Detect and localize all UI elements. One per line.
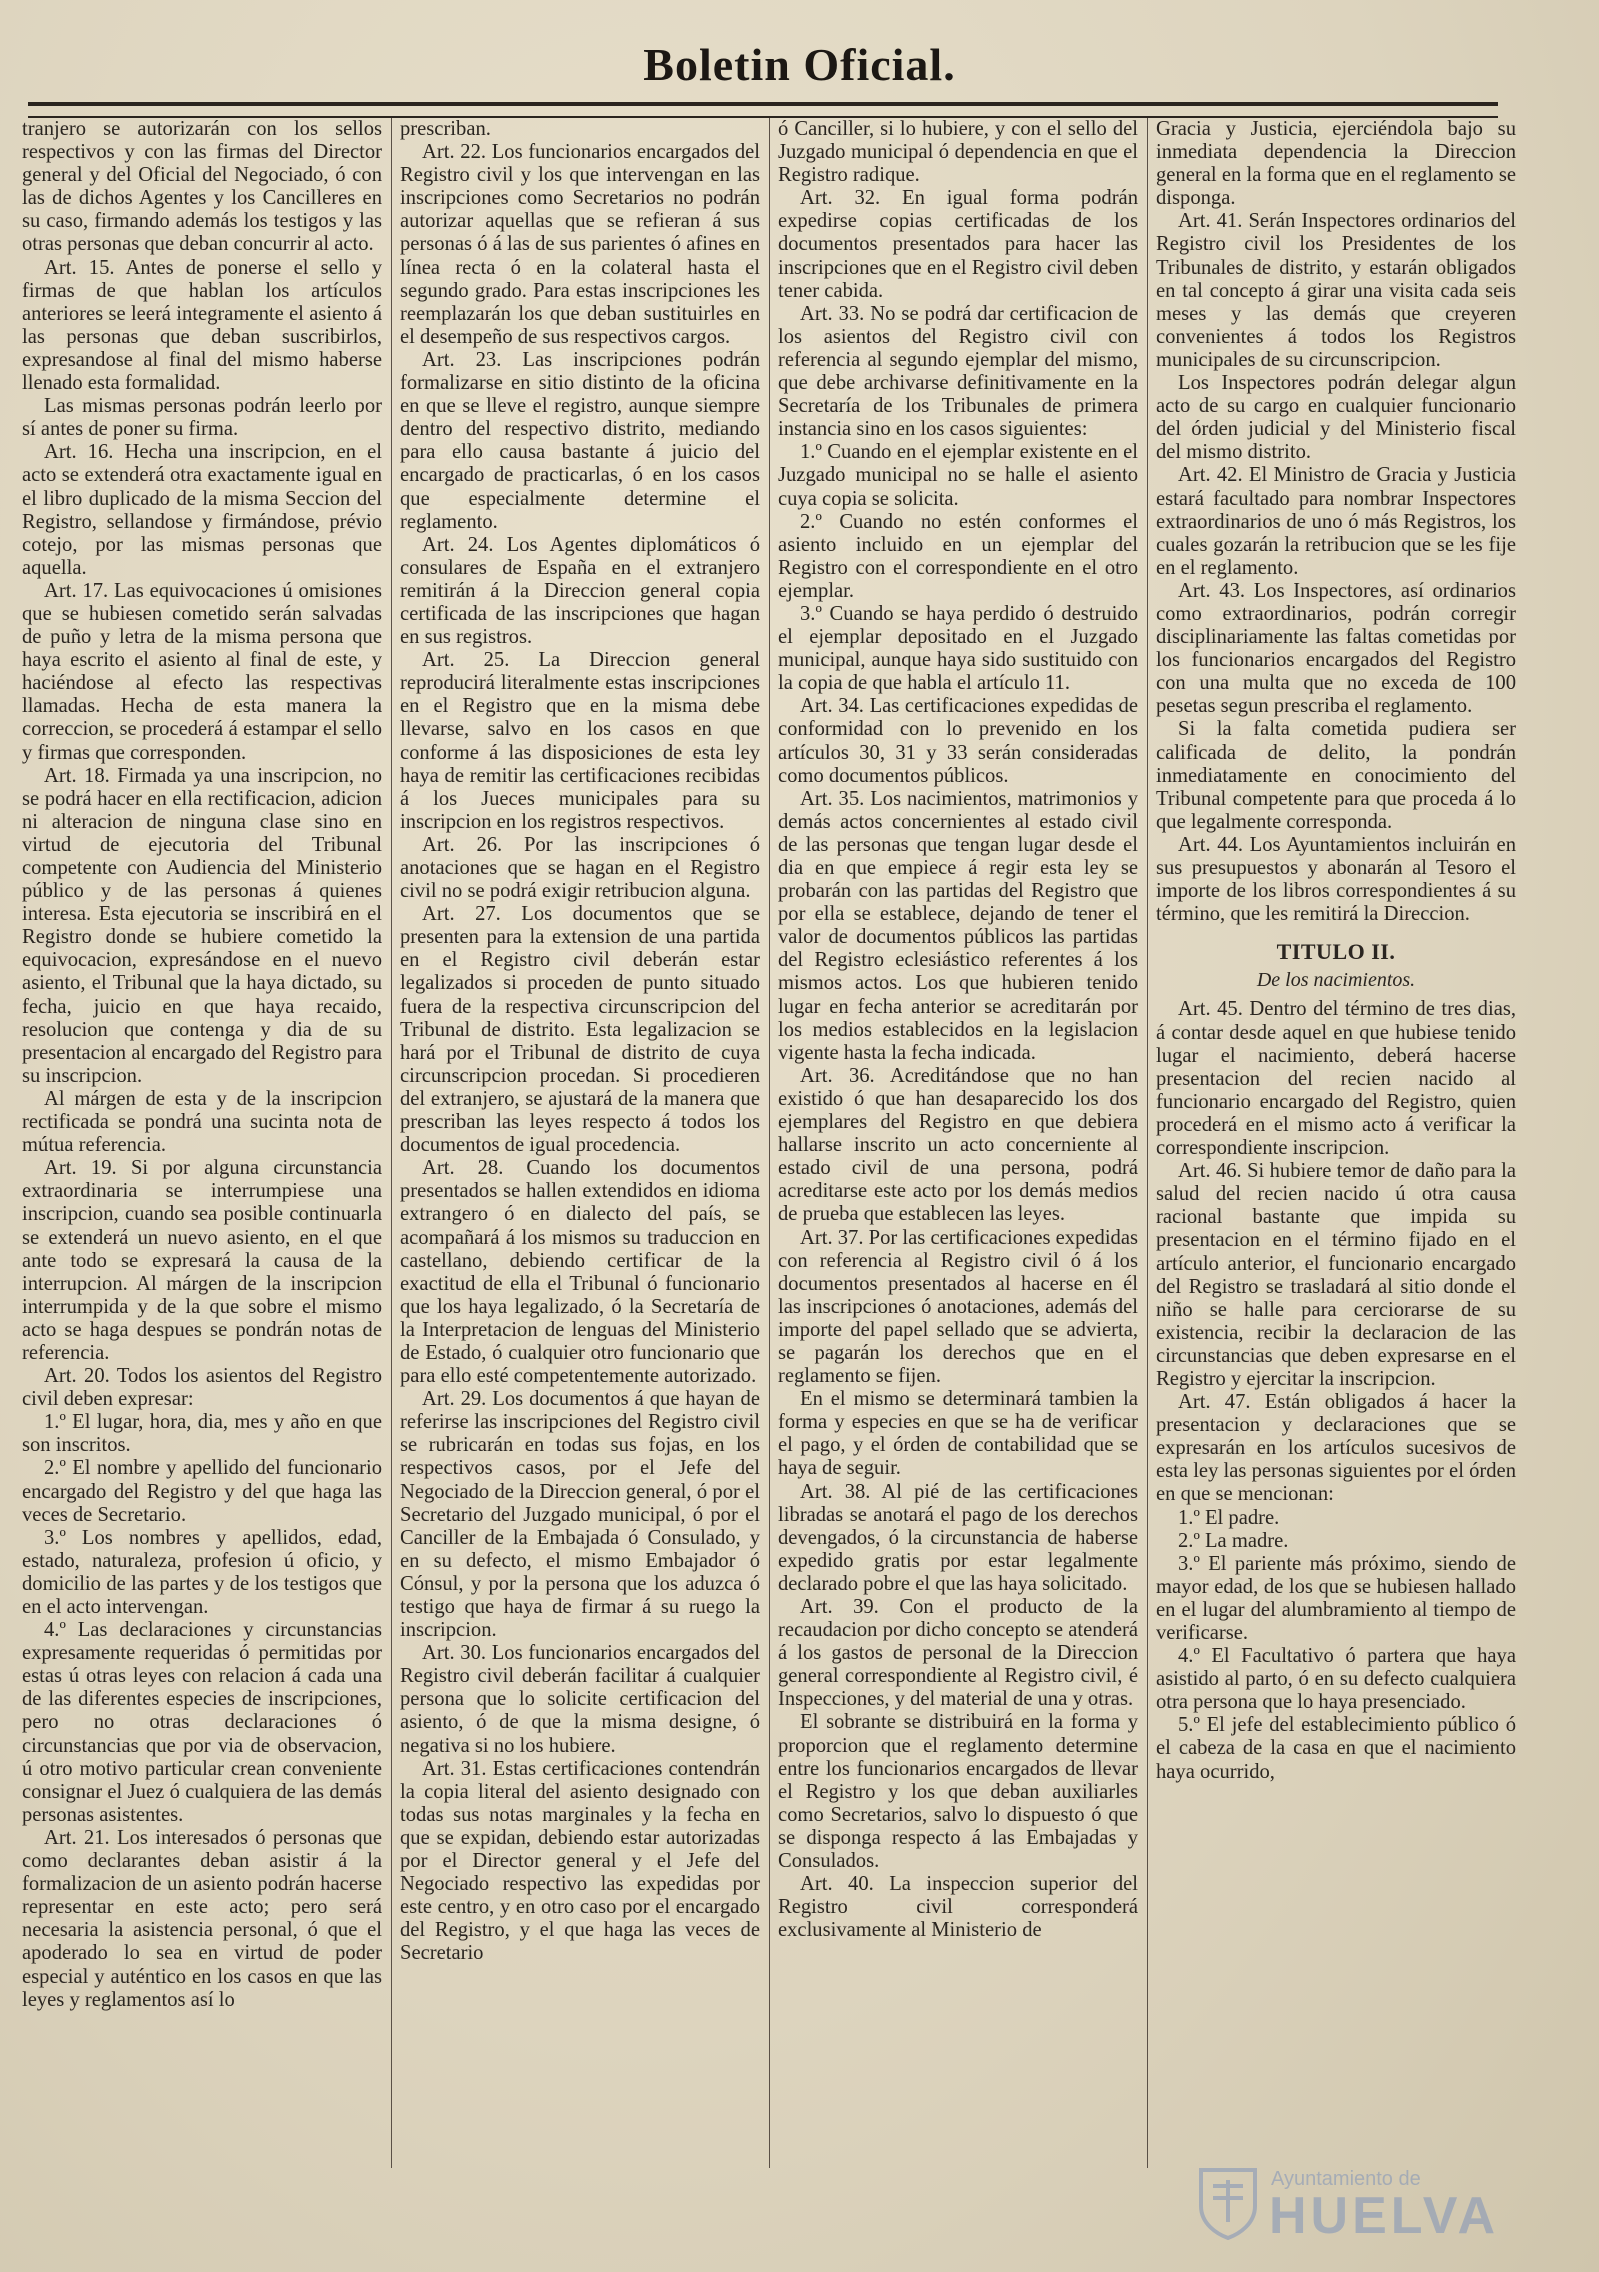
article-paragraph: En el mismo se determinará tambien la forma y especies en que se ha de verificar el pago, y el órden de contabilidad que se haya de seguir. — [778, 1388, 1138, 1480]
article-paragraph: Las mismas personas podrán leerlo por sí antes de poner su firma. — [22, 395, 382, 441]
article-paragraph: Art. 44. Los Ayuntamientos incluirán en sus presupuestos y abonarán al Tesoro el importe de los libros correspondientes á su término, que les remitirá la Direccion. — [1156, 833, 1516, 926]
article-paragraph: 5.º El jefe del establecimiento público ó el cabeza de la casa en que el nacimiento haya ocurrido, — [1156, 1714, 1516, 1783]
masthead-rule — [28, 102, 1498, 118]
article-paragraph: Art. 31. Estas certificaciones contendrán la copia literal del asiento designado con todas sus notas marginales y la fecha en que se expidan, debiendo estar autorizadas por el Director general y el Jefe del Negociado respectivo las expedidas por este centro, y en otro caso por el encargado del Registro, y el que haga las veces de Secretario — [400, 1757, 760, 1965]
article-paragraph: 4.º El Facultativo ó partera que haya asistido al parto, ó en su defecto cualquiera otra persona que lo haya presenciado. — [1156, 1645, 1516, 1714]
column-2 — [400, 118, 760, 2168]
article-paragraph: Art. 33. No se podrá dar certificacion de los asientos del Registro civil con referencia al segundo ejemplar del mismo, que debe archivarse definitivamente en la Secretaría de los Tribunales de primera instancia sino en los casos siguientes: — [778, 302, 1138, 441]
article-paragraph: Art. 36. Acreditándose que no han existido ó que han desaparecido los dos ejemplares del Registro en que debiera hallarse inscrito un acto concerniente al estado civil de una persona, podrá acreditarse este acto por los demás medios de prueba que establecen las leyes. — [778, 1064, 1138, 1226]
article-paragraph: 1.º Cuando en el ejemplar existente en el Juzgado municipal no se halle el asiento cuya copia se solicita. — [778, 441, 1138, 510]
article-paragraph: Art. 40. La inspeccion superior del Registro civil corresponderá exclusivamente al Ministerio de — [778, 1873, 1138, 1942]
column-divider — [769, 118, 770, 2168]
article-paragraph: 3.º Cuando se haya perdido ó destruido el ejemplar depositado en el Juzgado municipal, aunque haya sido sustituido con la copia de que habla el artículo 11. — [778, 602, 1138, 695]
article-paragraph: prescriban. — [400, 118, 491, 140]
article-paragraph: 2.º La madre. — [1178, 1529, 1289, 1552]
article-paragraph: Art. 25. La Direccion general reproducirá literalmente estas inscripciones en el Registro que en la misma debe llevarse, salvo en los casos en que conforme á las disposiciones de esta ley haya de remitir las certificaciones recibidas á los Jueces municipales para su inscripcion en los registros respectivos. — [400, 649, 760, 833]
article-paragraph: El sobrante se distribuirá en la forma y proporcion que el reglamento determine entre los funcionarios encargados de llevar el Registro y los que deban auxiliarles como Secretarios, salvo lo dispuesto ó que se disponga respecto á las Embajadas y Consulados. — [778, 1711, 1138, 1873]
article-paragraph: Art. 34. Las certificaciones expedidas de conformidad con lo prevenido en los artículos 30, 31 y 33 serán consideradas como documentos públicos. — [778, 695, 1138, 787]
article-paragraph: 1.º El lugar, hora, dia, mes y año en que son inscritos. — [22, 1411, 382, 1457]
section-title: TITULO II. — [1276, 939, 1396, 965]
article-paragraph: Art. 46. Si hubiere temor de daño para la salud del recien nacido ú otra causa racional bastante que impida su presentacion en el término fijado en el artículo anterior, el funcionario encargado del Registro se trasladará al sitio donde el niño se halle para cerciorarse de su existencia, recibir la declaracion de las circunstancias que deben expresarse en el Registro y ejercitar la inscripcion. — [1156, 1160, 1516, 1390]
text-columns — [22, 118, 1516, 2168]
article-paragraph: Al márgen de esta y de la inscripcion rectificada se pondrá una sucinta nota de mútua referencia. — [22, 1087, 382, 1157]
column-divider — [1147, 118, 1148, 2168]
article-paragraph: Art. 18. Firmada ya una inscripcion, no se podrá hacer en ella rectificacion, adicion ni alteracion de ninguna clase sino en virtud de ejecutoria del Tribunal competente con Audiencia del Ministerio público y de las personas á quienes interesa. Esta ejecutoria se inscribirá en el Registro donde se hubiere cometido la equivocacion, expresándose en el nuevo asiento, el Tribunal que la haya dictado, su fecha, juicio en que haya recaido, resolucion que contenga y dia de su presentacion al encargado del Registro para su inscripcion. — [22, 764, 382, 1087]
article-paragraph: Art. 41. Serán Inspectores ordinarios del Registro civil los Presidentes de los Tribunales de distrito, y estarán obligados en tal concepto á girar una visita cada seis meses y las demás que creyeren convenientes á todos los Registros municipales de su circunscripcion. — [1156, 210, 1516, 371]
article-paragraph: Art. 28. Cuando los documentos presentados se hallen extendidos en idioma extrangero ó en dialecto del país, se acompañará á los mismos su traduccion en castellano, debiendo certificar de la exactitud de ella el Tribunal ó funcionario que los haya legalizado, ó la Secretaría de la Interpretacion de lenguas del Ministerio de Estado, ó cualquier otro funcionario que para ello esté competentemente autorizado. — [400, 1157, 760, 1388]
article-paragraph: Art. 37. Por las certificaciones expedidas con referencia al Registro civil ó á los documentos presentados al hacerse en él las inscripciones ó anotaciones, además del importe del papel sellado que se advierta, se pagarán los derechos que en el reglamento se fijen. — [778, 1226, 1138, 1388]
article-paragraph: 3.º Los nombres y apellidos, edad, estado, naturaleza, profesion ú oficio, y domicilio de las partes y de los testigos que en el acto intervengan. — [22, 1526, 382, 1618]
column-4 — [1156, 118, 1516, 2168]
article-paragraph: 2.º Cuando no estén conformes el asiento incluido en un ejemplar del Registro con el correspondiente en el otro ejemplar. — [778, 510, 1138, 602]
article-paragraph: Art. 23. Las inscripciones podrán formalizarse en sitio distinto de la oficina en que se lleve el registro, aunque siempre dentro del respectivo distrito, mediando para ello causa bastante á juicio del encargado de practicarlas, ó en los casos que especialmente determine el reglamento. — [400, 348, 760, 533]
article-paragraph: ó Canciller, si lo hubiere, y con el sello del Juzgado municipal ó dependencia en que el Registro radique. — [778, 118, 1138, 187]
article-paragraph: Art. 15. Antes de ponerse el sello y firmas de que hablan los artículos anteriores se leerá integramente el asiento á las personas que deban suscribirlos, expresandose al final del mismo haberse llenado esta formalidad. — [22, 256, 382, 395]
article-paragraph: 1.º El padre. — [1178, 1506, 1280, 1529]
article-paragraph: 4.º Las declaraciones y circunstancias expresamente requeridas ó permitidas por estas ú otras leyes con relacion á cada una de las diferentes especies de inscripciones, pero no otras declaraciones ó circunstancias que por via de observacion, ú otro motivo particular crean conveniente consignar el Juez ó cualquiera de las demás personas asistentes. — [22, 1619, 382, 1826]
article-paragraph: Art. 24. Los Agentes diplomáticos ó consulares de España en el extranjero remitirán á la Direccion general copia certificada de las inscripciones que hagan en sus registros. — [400, 533, 760, 649]
coat-of-arms-icon — [1195, 2166, 1261, 2240]
column-divider — [391, 118, 392, 2168]
article-paragraph: tranjero se autorizarán con los sellos respectivos y con las firmas del Director general y del Oficial del Negociado, ó con las de dichos Agentes y los Cancilleres en su caso, firmando además los testigos y las otras personas que deban concurrir al acto. — [22, 118, 382, 256]
article-paragraph: Art. 32. En igual forma podrán expedirse copias certificadas de los documentos presentados para hacer las inscripciones que en el Registro civil deben tener cabida. — [778, 187, 1138, 302]
article-paragraph: Art. 21. Los interesados ó personas que como declarantes deban asistir á la formalizacion de un asiento podrán hacerse representar en este acto; pero será necesaria la asistencia personal, ó que el apoderado lo sea en virtud de poder especial y auténtico en los casos en que las leyes y reglamentos así lo — [22, 1826, 382, 2011]
article-paragraph: Art. 16. Hecha una inscripcion, en el acto se extenderá otra exactamente igual en el libro duplicado de la misma Seccion del Registro, sellandose y firmándose, prévio cotejo, por las mismas personas que aquella. — [22, 441, 382, 579]
section-subtitle: De los nacimientos. — [1256, 969, 1416, 992]
article-paragraph: Art. 43. Los Inspectores, así ordinarios como extraordinarios, podrán corregir disciplinariamente las faltas cometidas por los funcionarios encargados del Registro con una multa que no exceda de 100 pesetas segun prescriba el reglamento. — [1156, 579, 1516, 718]
article-paragraph: Art. 29. Los documentos á que hayan de referirse las inscripciones del Registro civil se rubricarán en todas sus fojas, en los respectivos casos, por el Jefe del Negociado de la Direccion general, ó por el Secretario del Juzgado municipal, ó por el Canciller de la Embajada ó Consulado, y en su defecto, el mismo Embajador ó Cónsul, y por la persona que los aduzca ó testigo que haya de firmar á su ruego la inscripcion. — [400, 1388, 760, 1642]
archive-watermark — [1195, 2160, 1525, 2250]
article-paragraph: Art. 20. Todos los asientos del Registro civil deben expresar: — [22, 1365, 382, 1411]
article-paragraph: 3.º El pariente más próximo, siendo de mayor edad, de los que se hubiesen hallado en el lugar del alumbramiento al tiempo de verificarse. — [1156, 1552, 1516, 1644]
article-paragraph: Art. 38. Al pié de las certificaciones libradas se anotará el pago de los derechos devengados, ó la circunstancia de haberse expedido gratis por estar legalmente declarado pobre el que las haya solicitado. — [778, 1480, 1138, 1595]
article-paragraph: Los Inspectores podrán delegar algun acto de su cargo en cualquier funcionario del órden judicial y del Ministerio fiscal del mismo distrito. — [1156, 372, 1516, 464]
article-paragraph: Si la falta cometida pudiera ser calificada de delito, la pondrán inmediatamente en conocimiento del Tribunal competente para que proceda á lo que legalmente corresponda. — [1156, 718, 1516, 833]
article-paragraph: Art. 45. Dentro del término de tres dias, á contar desde aquel en que hubiese tenido lugar el nacimiento, deberá hacerse presentacion del recien nacido al funcionario encargado del Registro, quien procederá en el mismo acto á verificar la correspondiente inscripcion. — [1156, 998, 1516, 1160]
article-paragraph: Art. 22. Los funcionarios encargados del Registro civil y los que intervengan en las inscripciones como Secretarios no podrán autorizar aquellas que se refieran á sus personas ó á las de sus parientes ó afines en línea recta ó en la colateral hasta el segundo grado. Para estas inscripciones les reemplazarán los que deban sustituirles en el desempeño de sus respectivos cargos. — [400, 141, 760, 348]
article-paragraph: Art. 30. Los funcionarios encargados del Registro civil deberán facilitar á cualquier persona que lo solicite certificacion del asiento, ó de que la misma designe, ó negativa si no los hubiere. — [400, 1642, 760, 1757]
watermark-small-text: Ayuntamiento de — [1271, 2168, 1421, 2190]
article-paragraph: Art. 26. Por las inscripciones ó anotaciones que se hagan en el Registro civil no se podrá exigir retribucion alguna. — [400, 833, 760, 903]
article-paragraph: Art. 35. Los nacimientos, matrimonios y demás actos concernientes al estado civil de las personas que tengan lugar desde el dia en que empiece á regir esta ley se probarán con las partidas del Registro que por ella se establece, dejando de tener el valor de documentos públicos las partidas del Registro eclesiástico referentes á los mismos actos. Los que hubieren tenido lugar en fecha anterior se acreditarán por los medios establecidos en la legislacion vigente hasta la fecha indicada. — [778, 787, 1138, 1064]
article-paragraph: Art. 17. Las equivocaciones ú omisiones que se hubiesen cometido serán salvadas de puño y letra de la misma persona que haya escrito el asiento al final de este, y haciéndose al efecto las respectivas llamadas. Hecha de esta manera la correccion, se procederá á estampar el sello y firmas que corresponden. — [22, 579, 382, 764]
article-paragraph: Art. 47. Están obligados á hacer la presentacion y declaraciones que se expresarán en los artículos sucesivos de esta ley las personas siguientes por el órden en que se mencionan: — [1156, 1391, 1516, 1506]
masthead-title: Boletin Oficial. — [643, 39, 956, 90]
article-paragraph: Art. 27. Los documentos que se presenten para la extension de una partida en el Registro civil deberán estar legalizados si proceden de punto situado fuera de la respectiva circunscripcion del Tribunal de distrito. Esta legalizacion se hará por el Tribunal de distrito de cuya circunscripcion procedan. Si procedieren del extranjero, se ajustará de la manera que prescriban las leyes respecto á todos los documentos de igual procedencia. — [400, 903, 760, 1157]
article-paragraph: Art. 42. El Ministro de Gracia y Justicia estará facultado para nombrar Inspectores extraordinarios de uno ó más Registros, los cuales gozarán la retribucion que se les fije en el reglamento. — [1156, 464, 1516, 579]
article-paragraph: Art. 39. Con el producto de la recaudacion por dicho concepto se atenderá á los gastos de personal de la Direccion general correspondiente al Registro civil, é Inspecciones, y del material de una y otras. — [778, 1596, 1138, 1711]
watermark-big-text: HUELVA — [1269, 2187, 1500, 2245]
column-3 — [778, 118, 1138, 2168]
article-paragraph: Art. 19. Si por alguna circunstancia extraordinaria se interrumpiese una inscripcion, cuando sea posible continuarla se extenderá un nuevo asiento, en el que ante todo se expresará la causa de la interrupcion. Al márgen de la inscripcion interrumpida y de la que sobre el mismo acto se haga despues se pondrán notas de referencia. — [22, 1157, 382, 1364]
article-paragraph: Gracia y Justicia, ejerciéndola bajo su inmediata dependencia la Direccion general en la forma que en el reglamento se disponga. — [1156, 118, 1516, 210]
article-paragraph: 2.º El nombre y apellido del funcionario encargado del Registro y del que haga las veces de Secretario. — [22, 1457, 382, 1526]
column-1 — [22, 118, 382, 2168]
